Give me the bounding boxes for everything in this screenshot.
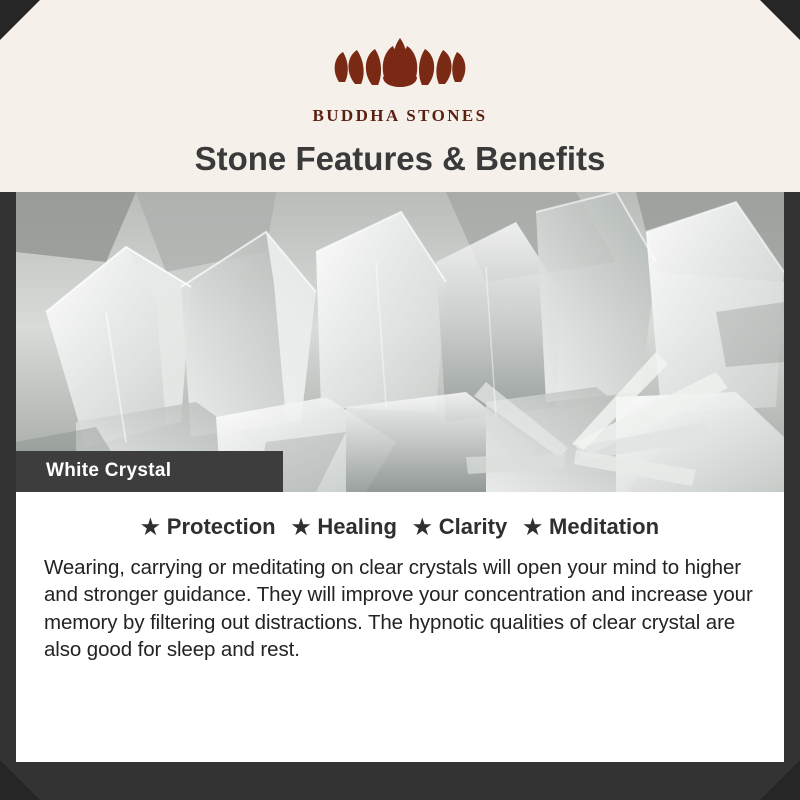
star-icon: ★ xyxy=(523,515,543,539)
photo-caption: White Crystal xyxy=(16,451,283,492)
corner-decoration-bottom-right xyxy=(760,760,800,800)
benefit-label: Protection xyxy=(166,514,276,539)
star-icon: ★ xyxy=(140,515,160,539)
corner-decoration-top-right xyxy=(760,0,800,40)
benefit-item xyxy=(292,514,397,540)
benefit-label: Clarity xyxy=(438,514,508,539)
description-text: Wearing, carrying or meditating on clear crystals will open your mind to higher and stronger guidance. They will improve your concentration and increase your memory by filtering out distractions. The hypnotic qualities of clear crystal are also good for sleep and rest. xyxy=(44,556,753,661)
star-icon: ★ xyxy=(291,515,311,539)
crystal-photo xyxy=(16,192,784,492)
benefit-label: Healing xyxy=(317,514,397,539)
crystal-photo-artwork xyxy=(16,192,784,492)
star-icon: ★ xyxy=(412,515,432,539)
lotus-meditation-icon xyxy=(325,22,475,102)
title-bar xyxy=(0,140,800,178)
corner-decoration-top-left xyxy=(0,0,40,40)
benefit-label: Meditation xyxy=(549,514,660,539)
brand-logo xyxy=(0,22,800,126)
header-band xyxy=(0,0,800,192)
corner-decoration-bottom-left xyxy=(0,760,40,800)
page-title: Stone Features & Benefits xyxy=(194,140,606,177)
benefits-list xyxy=(16,492,784,540)
brand-name: BUDDHA STONES xyxy=(312,106,488,125)
benefit-item xyxy=(523,514,659,540)
benefit-item xyxy=(413,514,507,540)
benefit-item xyxy=(141,514,276,540)
content-panel xyxy=(16,492,784,762)
